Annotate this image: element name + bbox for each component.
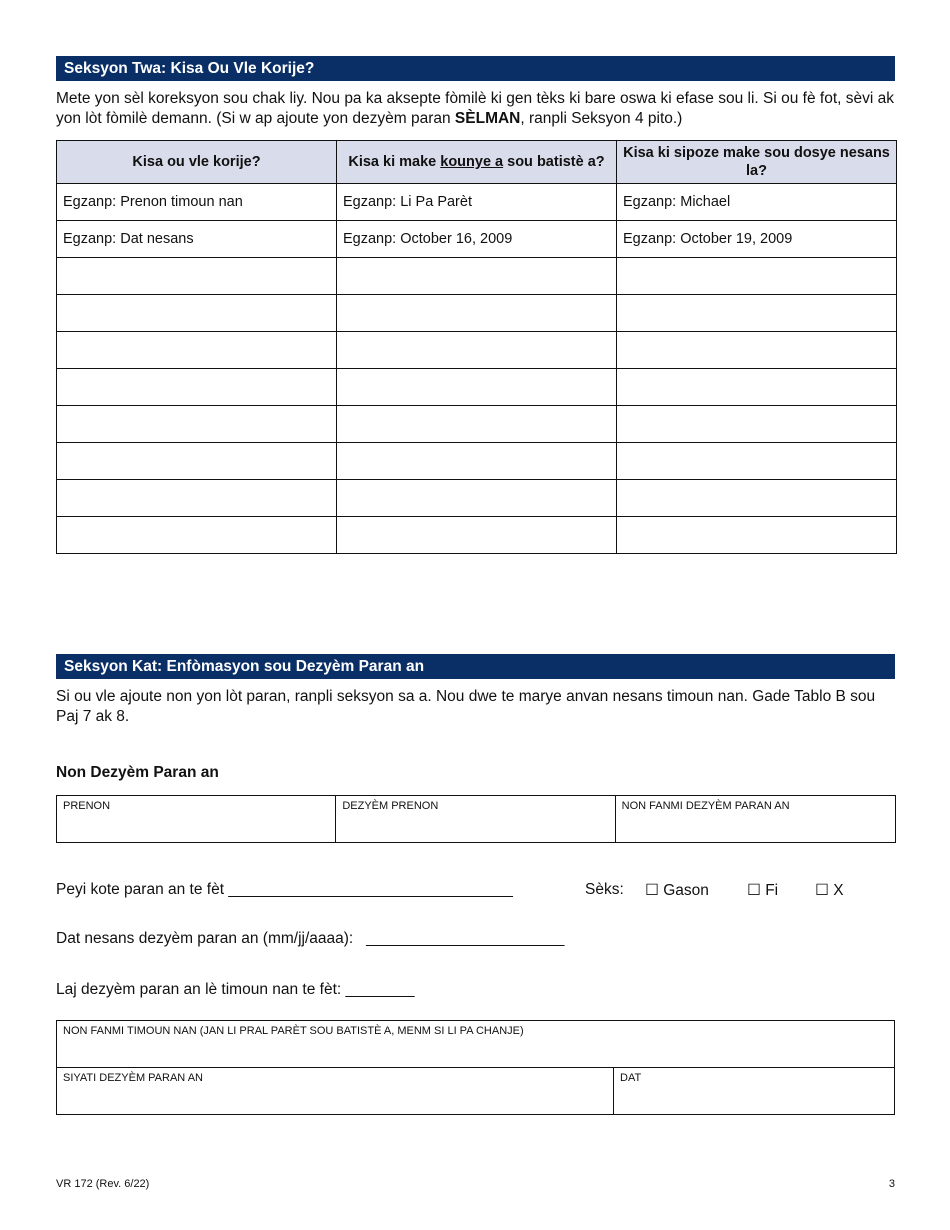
table-cell[interactable] <box>337 517 617 554</box>
table-row <box>57 480 897 517</box>
section-3-intro-bold: SÈLMAN <box>454 110 521 127</box>
table-cell[interactable] <box>617 443 897 480</box>
table-cell: Egzanp: Dat nesans <box>57 221 337 258</box>
last-name-field[interactable] <box>616 796 895 842</box>
table-cell[interactable] <box>57 258 337 295</box>
table-row <box>57 184 897 221</box>
table-cell[interactable] <box>57 406 337 443</box>
table-row <box>57 295 897 332</box>
middle-name-label: DEZYÈM PRENON <box>342 800 439 812</box>
table-cell[interactable] <box>617 369 897 406</box>
table-cell[interactable] <box>617 295 897 332</box>
table-cell: Egzanp: Prenon timoun nan <box>57 184 337 221</box>
table-cell[interactable] <box>57 369 337 406</box>
table-cell[interactable] <box>57 295 337 332</box>
sex-option-male[interactable]: ☐ Gason <box>645 882 709 899</box>
birth-country-label: Peyi kote paran an te fèt <box>56 881 225 898</box>
age-label: Laj dezyèm paran an lè timoun nan te fèt: <box>56 981 342 998</box>
table-cell[interactable] <box>337 406 617 443</box>
dob-field[interactable]: _______________________ <box>366 930 565 947</box>
table-cell: Egzanp: October 16, 2009 <box>337 221 617 258</box>
table-cell[interactable] <box>337 369 617 406</box>
table-cell[interactable] <box>57 332 337 369</box>
signature-label: SIYATI DEZYÈM PARAN AN <box>63 1072 203 1084</box>
sex-option-x[interactable]: ☐ X <box>815 882 844 899</box>
table-cell[interactable] <box>57 480 337 517</box>
table-cell[interactable] <box>337 443 617 480</box>
birth-country-line <box>56 881 513 899</box>
sex-label: Sèks: <box>585 881 624 898</box>
section-3-intro-text-end: , ranpli Seksyon 4 pito.) <box>520 110 683 127</box>
section-3-intro-text: Mete yon sèl koreksyon sou chak liy. Nou pa ka aksepte fòmilè ki gen tèks ki bare oswa ki efase sou li. Si ou fè fot, sèvi ak yon lòt fòmilè demann. (Si w ap ajoute yon dezyèm paran <box>56 90 894 127</box>
table-row <box>57 517 897 554</box>
middle-name-field[interactable] <box>336 796 615 842</box>
table-row <box>57 221 897 258</box>
table-cell: Egzanp: Li Pa Parèt <box>337 184 617 221</box>
signature-field[interactable] <box>57 1068 614 1114</box>
child-last-name-field[interactable] <box>56 1020 895 1068</box>
section-4-header <box>56 654 895 679</box>
birth-country-field[interactable]: _________________________________ <box>228 881 513 898</box>
last-name-label: NON FANMI DEZYÈM PARAN AN <box>621 800 790 812</box>
dob-line <box>56 930 564 948</box>
page-number: 3 <box>888 1178 895 1190</box>
corrections-table <box>56 140 897 554</box>
table-row <box>57 369 897 406</box>
date-field[interactable] <box>614 1068 894 1114</box>
table-cell[interactable] <box>337 480 617 517</box>
signature-date-fields <box>56 1067 895 1115</box>
section-3-header <box>56 56 895 81</box>
col-header-currently-shown: Kisa ki make kounye a sou batistè a? <box>337 141 617 184</box>
age-field[interactable]: ________ <box>345 981 415 998</box>
second-parent-name-fields <box>56 795 896 843</box>
form-id: VR 172 (Rev. 6/22) <box>56 1178 150 1190</box>
table-cell[interactable] <box>617 517 897 554</box>
table-cell[interactable] <box>337 332 617 369</box>
age-line <box>56 981 415 999</box>
section-3-intro <box>56 89 898 129</box>
table-cell[interactable] <box>617 332 897 369</box>
table-row <box>57 406 897 443</box>
col-header-what-to-correct: Kisa ou vle korije? <box>57 141 337 184</box>
date-label: DAT <box>620 1072 642 1084</box>
table-cell[interactable] <box>337 258 617 295</box>
section-3-title: Seksyon Twa: Kisa Ou Vle Korije? <box>64 60 315 77</box>
table-row <box>57 332 897 369</box>
section-4-intro: Si ou vle ajoute non yon lòt paran, ranpli seksyon sa a. Nou dwe te marye anvan nesans timoun nan. Gade Tablo B sou Paj 7 ak 8. <box>56 688 876 725</box>
table-cell[interactable] <box>57 517 337 554</box>
section-4-title: Seksyon Kat: Enfòmasyon sou Dezyèm Paran an <box>64 658 425 675</box>
table-cell: Egzanp: Michael <box>617 184 897 221</box>
first-name-field[interactable] <box>57 796 336 842</box>
table-cell: Egzanp: October 19, 2009 <box>617 221 897 258</box>
table-cell[interactable] <box>617 480 897 517</box>
table-row <box>57 443 897 480</box>
table-header-row <box>57 141 897 184</box>
child-last-name-cell <box>57 1021 894 1067</box>
table-cell[interactable] <box>57 443 337 480</box>
dob-label: Dat nesans dezyèm paran an (mm/jj/aaaa): <box>56 930 354 947</box>
table-cell[interactable] <box>617 406 897 443</box>
table-cell[interactable] <box>617 258 897 295</box>
table-row <box>57 258 897 295</box>
first-name-label: PRENON <box>63 800 111 812</box>
sex-option-female[interactable]: ☐ Fi <box>747 882 779 899</box>
child-last-name-label: NON FANMI TIMOUN NAN (JAN LI PRAL PARÈT SOU BATISTÈ A, MENM SI LI PA CHANJE) <box>63 1025 524 1037</box>
table-cell[interactable] <box>337 295 617 332</box>
second-parent-name-heading: Non Dezyèm Paran an <box>56 764 219 781</box>
col-header-should-show: Kisa ki sipoze make sou dosye nesans la? <box>617 141 897 184</box>
